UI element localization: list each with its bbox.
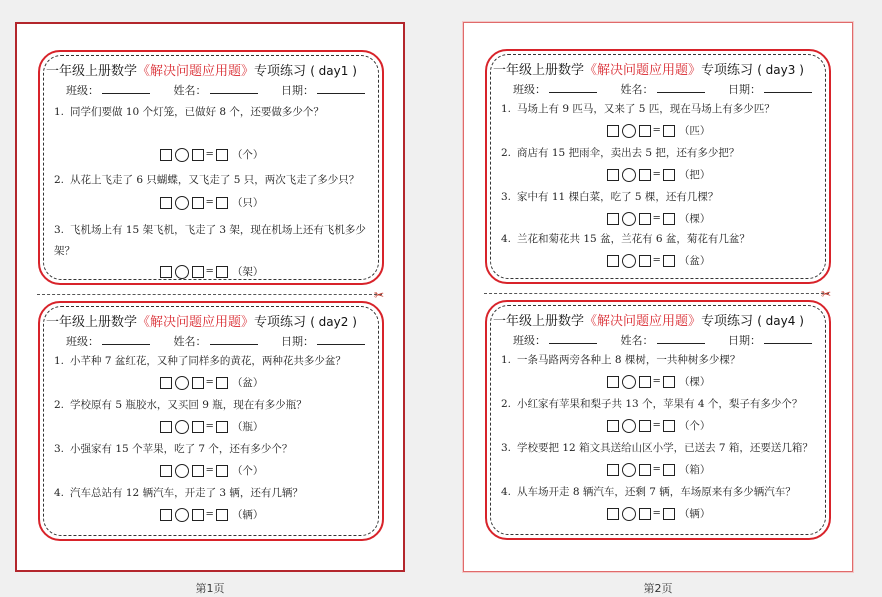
- answer-box[interactable]: [639, 125, 651, 137]
- answer-box[interactable]: [607, 213, 619, 225]
- result-box[interactable]: [663, 464, 675, 476]
- date-label: 日期：: [281, 84, 314, 97]
- card-title: [46, 60, 378, 79]
- class-label: 班级：: [66, 84, 99, 97]
- title-prefix: 一年级上册数学: [493, 63, 585, 78]
- class-blank[interactable]: [102, 334, 150, 345]
- equals-sign: =: [205, 377, 214, 388]
- question-3: 3. 学校要把 12 箱文具送给山区小学，已送去 7 箱，还要送几箱？: [501, 442, 813, 454]
- card-title: [46, 311, 378, 330]
- question-3: 3. 小强家有 15 个苹果，吃了 7 个，还有多少个？: [54, 443, 293, 455]
- equals-sign: =: [205, 465, 214, 476]
- answer-formula-2: [40, 419, 382, 434]
- unit-label: （只）: [231, 197, 264, 209]
- title-topic: 《解决问题应用题》: [584, 314, 702, 329]
- unit-label: （盆）: [678, 255, 711, 267]
- result-box[interactable]: [216, 509, 228, 521]
- unit-label: （匹）: [678, 125, 711, 137]
- question-text: 兰花和菊花共 15 盆，兰花有 6 盆，菊花有几盆？: [517, 233, 750, 245]
- result-box[interactable]: [216, 377, 228, 389]
- name-label: 姓名：: [173, 335, 207, 348]
- date-label: 日期：: [281, 335, 314, 348]
- question-4: 4. 从车场开走 8 辆汽车，还剩 7 辆，车场原来有多少辆汽车？: [501, 486, 796, 498]
- title-prefix: 一年级上册数学: [46, 64, 138, 79]
- date-label: 日期：: [728, 83, 761, 96]
- unit-label: （辆）: [231, 509, 264, 521]
- answer-box[interactable]: [639, 213, 651, 225]
- equals-sign: =: [652, 213, 661, 224]
- question-text: 飞机场上有 15 架飞机，飞走了 3 架，现在机场上还有飞机多少架？: [54, 224, 366, 257]
- operator-circle[interactable]: [622, 507, 636, 521]
- equals-sign: =: [205, 149, 214, 160]
- name-label: 姓名：: [620, 83, 654, 96]
- unit-label: （把）: [678, 169, 711, 181]
- title-topic: 《解决问题应用题》: [584, 63, 702, 78]
- unit-label: （棵）: [678, 213, 711, 225]
- cut-line: [37, 294, 382, 295]
- answer-formula-1: [487, 123, 829, 138]
- answer-box[interactable]: [607, 255, 619, 267]
- equals-sign: =: [652, 376, 661, 387]
- answer-formula-3: [487, 462, 829, 477]
- date-blank[interactable]: [317, 83, 365, 94]
- answer-formula-2: [40, 195, 382, 210]
- page-label-2[interactable]: 第2页: [643, 582, 673, 595]
- result-box[interactable]: [663, 420, 675, 432]
- answer-box[interactable]: [192, 149, 204, 161]
- unit-label: （箱）: [678, 464, 711, 476]
- date-blank[interactable]: [317, 334, 365, 345]
- question-text: 学校要把 12 箱文具送给山区小学，已送去 7 箱，还要送几箱？: [517, 442, 813, 454]
- question-text: 从车场开走 8 辆汽车，还剩 7 辆，车场原来有多少辆汽车？: [517, 486, 796, 498]
- question-text: 马场上有 9 匹马，又来了 5 匹，现在马场上有多少匹？: [517, 103, 775, 115]
- scissors-icon: ✂: [374, 288, 385, 302]
- unit-label: （架）: [231, 266, 264, 278]
- answer-box[interactable]: [607, 464, 619, 476]
- answer-box[interactable]: [160, 149, 172, 161]
- student-info-row: [66, 333, 378, 349]
- answer-box[interactable]: [160, 421, 172, 433]
- answer-box[interactable]: [192, 509, 204, 521]
- worksheet-card-day1: [38, 50, 384, 285]
- worksheet-card-day4: [485, 300, 831, 540]
- operator-circle[interactable]: [622, 463, 636, 477]
- operator-circle[interactable]: [175, 196, 189, 210]
- worksheet-card-day2: [38, 301, 384, 541]
- day-label: ( day4 ): [757, 314, 804, 328]
- answer-box[interactable]: [639, 420, 651, 432]
- date-blank[interactable]: [764, 82, 812, 93]
- answer-formula-3: [40, 264, 382, 279]
- answer-box[interactable]: [192, 465, 204, 477]
- unit-label: （辆）: [678, 508, 711, 520]
- day-label: ( day1 ): [310, 64, 357, 78]
- name-blank[interactable]: [210, 334, 258, 345]
- equals-sign: =: [205, 421, 214, 432]
- operator-circle[interactable]: [175, 464, 189, 478]
- answer-box[interactable]: [607, 125, 619, 137]
- operator-circle[interactable]: [622, 419, 636, 433]
- question-1: 1. 同学们要做 10 个灯笼，已做好 8 个，还要做多少个？: [54, 106, 324, 118]
- answer-box[interactable]: [607, 508, 619, 520]
- name-label: 姓名：: [173, 84, 207, 97]
- answer-box[interactable]: [160, 266, 172, 278]
- operator-circle[interactable]: [622, 375, 636, 389]
- question-text: 小红家有苹果和梨子共 13 个，苹果有 4 个，梨子有多少个？: [517, 398, 803, 410]
- answer-box[interactable]: [607, 169, 619, 181]
- student-info-row: [66, 82, 378, 98]
- operator-circle[interactable]: [622, 124, 636, 138]
- answer-box[interactable]: [192, 197, 204, 209]
- student-info-row: [513, 81, 825, 97]
- date-label: 日期：: [728, 334, 761, 347]
- day-label: ( day2 ): [310, 315, 357, 329]
- operator-circle[interactable]: [622, 254, 636, 268]
- card-title: [493, 59, 825, 78]
- answer-box[interactable]: [639, 464, 651, 476]
- question-text: 汽车总站有 12 辆汽车，开走了 3 辆，还有几辆？: [70, 487, 303, 499]
- title-topic: 《解决问题应用题》: [137, 64, 255, 79]
- title-suffix: 专项练习: [254, 315, 307, 330]
- question-2: 2. 学校原有 5 瓶胶水，又买回 9 瓶，现在有多少瓶？: [54, 399, 307, 411]
- equals-sign: =: [652, 464, 661, 475]
- answer-box[interactable]: [160, 377, 172, 389]
- class-blank[interactable]: [549, 82, 597, 93]
- answer-formula-4: [487, 253, 829, 268]
- question-3: 3. 家中有 11 棵白菜，吃了 5 棵，还有几棵？: [501, 191, 719, 203]
- class-label: 班级：: [513, 334, 546, 347]
- question-1: 1. 马场上有 9 匹马，又来了 5 匹，现在马场上有多少匹？: [501, 103, 775, 115]
- question-4: 4. 汽车总站有 12 辆汽车，开走了 3 辆，还有几辆？: [54, 487, 303, 499]
- question-2: 2. 小红家有苹果和梨子共 13 个，苹果有 4 个，梨子有多少个？: [501, 398, 803, 410]
- name-label: 姓名：: [620, 334, 654, 347]
- equals-sign: =: [652, 255, 661, 266]
- answer-box[interactable]: [160, 509, 172, 521]
- answer-formula-3: [487, 211, 829, 226]
- operator-circle[interactable]: [622, 168, 636, 182]
- operator-circle[interactable]: [175, 148, 189, 162]
- unit-label: （盆）: [231, 377, 264, 389]
- title-prefix: 一年级上册数学: [46, 315, 138, 330]
- operator-circle[interactable]: [622, 212, 636, 226]
- answer-box[interactable]: [160, 465, 172, 477]
- question-1: 1. 一条马路两旁各种上 8 棵树，一共种树多少棵？: [501, 354, 741, 366]
- day-label: ( day3 ): [757, 63, 804, 77]
- question-text: 同学们要做 10 个灯笼，已做好 8 个，还要做多少个？: [70, 106, 324, 118]
- page-2[interactable]: [463, 22, 853, 572]
- title-suffix: 专项练习: [701, 63, 754, 78]
- answer-formula-1: [40, 147, 382, 162]
- result-box[interactable]: [216, 465, 228, 477]
- answer-box[interactable]: [607, 376, 619, 388]
- date-blank[interactable]: [764, 333, 812, 344]
- name-blank[interactable]: [657, 82, 705, 93]
- question-text: 一条马路两旁各种上 8 棵树，一共种树多少棵？: [517, 354, 741, 366]
- operator-circle[interactable]: [175, 376, 189, 390]
- scissors-icon: ✂: [821, 287, 832, 301]
- unit-label: （个）: [231, 149, 264, 161]
- equals-sign: =: [652, 169, 661, 180]
- equals-sign: =: [205, 509, 214, 520]
- answer-formula-1: [40, 375, 382, 390]
- cut-line: [484, 293, 829, 294]
- answer-box[interactable]: [192, 421, 204, 433]
- page-label-1[interactable]: 第1页: [195, 582, 225, 595]
- title-suffix: 专项练习: [254, 64, 307, 79]
- answer-formula-1: [487, 374, 829, 389]
- answer-box[interactable]: [639, 508, 651, 520]
- equals-sign: =: [205, 266, 214, 277]
- answer-box[interactable]: [192, 377, 204, 389]
- question-text: 家中有 11 棵白菜，吃了 5 棵，还有几棵？: [517, 191, 719, 203]
- result-box[interactable]: [216, 149, 228, 161]
- question-text: 小芊种 7 盆红花，又种了同样多的黄花，两种花共多少盆？: [70, 355, 346, 367]
- answer-formula-4: [487, 506, 829, 521]
- question-1: 1. 小芊种 7 盆红花，又种了同样多的黄花，两种花共多少盆？: [54, 355, 346, 367]
- result-box[interactable]: [216, 421, 228, 433]
- question-3: 3. 飞机场上有 15 架飞机，飞走了 3 架，现在机场上还有飞机多少架？: [54, 224, 366, 257]
- unit-label: （个）: [231, 465, 264, 477]
- result-box[interactable]: [216, 266, 228, 278]
- name-blank[interactable]: [210, 83, 258, 94]
- answer-box[interactable]: [607, 420, 619, 432]
- result-box[interactable]: [663, 169, 675, 181]
- title-prefix: 一年级上册数学: [493, 314, 585, 329]
- unit-label: （瓶）: [231, 421, 264, 433]
- operator-circle[interactable]: [175, 265, 189, 279]
- page-1[interactable]: [15, 22, 405, 572]
- question-2: 2. 商店有 15 把雨伞，卖出去 5 把，还有多少把？: [501, 147, 740, 159]
- answer-formula-2: [487, 167, 829, 182]
- question-text: 从花上飞走了 6 只蝴蝶，又飞走了 5 只，两次飞走了多少只？: [70, 174, 360, 186]
- card-title: [493, 310, 825, 329]
- answer-box[interactable]: [639, 169, 651, 181]
- answer-box[interactable]: [160, 197, 172, 209]
- class-label: 班级：: [513, 83, 546, 96]
- question-2: 2. 从花上飞走了 6 只蝴蝶，又飞走了 5 只，两次飞走了多少只？: [54, 174, 360, 186]
- result-box[interactable]: [663, 508, 675, 520]
- result-box[interactable]: [663, 255, 675, 267]
- equals-sign: =: [652, 420, 661, 431]
- question-4: 4. 兰花和菊花共 15 盆，兰花有 6 盆，菊花有几盆？: [501, 233, 750, 245]
- result-box[interactable]: [663, 213, 675, 225]
- title-topic: 《解决问题应用题》: [137, 315, 255, 330]
- answer-formula-3: [40, 463, 382, 478]
- class-label: 班级：: [66, 335, 99, 348]
- unit-label: （个）: [678, 420, 711, 432]
- answer-box[interactable]: [639, 376, 651, 388]
- result-box[interactable]: [216, 197, 228, 209]
- answer-formula-2: [487, 418, 829, 433]
- title-suffix: 专项练习: [701, 314, 754, 329]
- answer-box[interactable]: [192, 266, 204, 278]
- worksheet-card-day3: [485, 49, 831, 284]
- operator-circle[interactable]: [175, 508, 189, 522]
- result-box[interactable]: [663, 376, 675, 388]
- equals-sign: =: [205, 197, 214, 208]
- class-blank[interactable]: [102, 83, 150, 94]
- class-blank[interactable]: [549, 333, 597, 344]
- answer-formula-4: [40, 507, 382, 522]
- student-info-row: [513, 332, 825, 348]
- result-box[interactable]: [663, 125, 675, 137]
- unit-label: （棵）: [678, 376, 711, 388]
- operator-circle[interactable]: [175, 420, 189, 434]
- equals-sign: =: [652, 508, 661, 519]
- answer-box[interactable]: [639, 255, 651, 267]
- question-text: 小强家有 15 个苹果，吃了 7 个，还有多少个？: [70, 443, 293, 455]
- question-text: 学校原有 5 瓶胶水，又买回 9 瓶，现在有多少瓶？: [70, 399, 307, 411]
- question-text: 商店有 15 把雨伞，卖出去 5 把，还有多少把？: [517, 147, 740, 159]
- name-blank[interactable]: [657, 333, 705, 344]
- equals-sign: =: [652, 125, 661, 136]
